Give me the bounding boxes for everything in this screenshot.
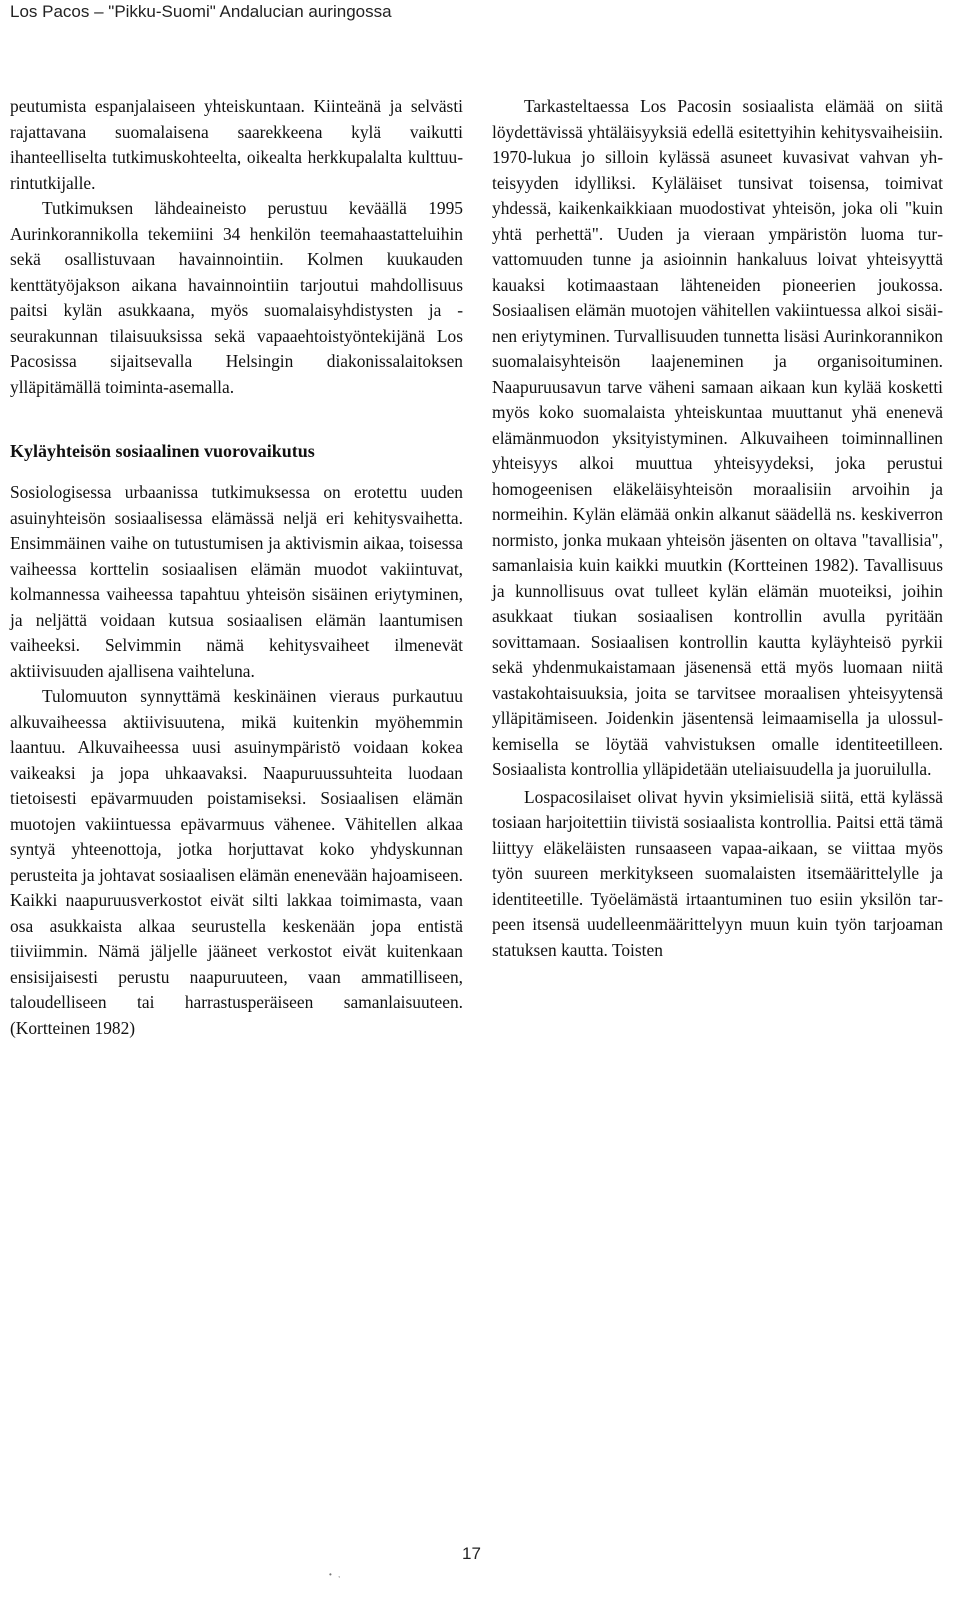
right-paragraph-1: Tarkasteltaessa Los Pacosin sosiaalista elämää on siitä löydettävissä yhtäläisyyksiä edellä esitettyihin kehitysvaiheisiin. 1970-lukua jo silloin kylässä asuneet kuvasivat vahvan yhteisyyden idylliksi. Kyläläiset tunsivat toisensa, toimivat yhdessä, kaikenkaikkiaan muodostivat yhteisön, joka oli "kuin yhtä perhettä". Uuden ja vieraan ympäristön luoma turvattomuuden tunne ja asioinnin hankaluus loivat yhteisyyttä kauaksi kotimaastaan lähteneiden pioneerien joukossa. Sosiaalisen elämän muotojen vähitellen vakiintuessa alkoi sisäinen eriytyminen. Turvallisuuden tunnetta lisäsi Aurinkorannikon suomalaisyhteisön laajeneminen ja organisoituminen. Naapuruusavun tarve väheni samaan aikaan kun kylää kosketti myös koko suomalaista yhteiskuntaa muuttanut yhä enenevä elämänmuodon yksityistyminen. Alkuvaiheen toiminnallinen yhteisyys alkoi muuttua yhteisyydeksi, joka perustui homogeenisen eläkeläisyhteisön moraalisiin arvoihin ja normeihin. Kylän elämää onkin alkanut säädellä ns. keskiverron normisto, jonka mukaan yhteisön jäsenten on oltava "tavallisia", samanlaisia kuin kaikki muutkin (Kortteinen 1982). Tavallisuus ja kunnollisuus ovat tulleet kylän elämän muoteiksi, joihin asukkaat tiukan sosiaalisen kontrollin avulla pyritään sovittamaan. Sosiaalisen kontrollin kautta kyläyhteisö pyrkii sekä yhdenmukaistamaan jäsenensä että myös luomaan niitä vastakohtaisuuksia, joita se tarvitsee moraalisen yhteisyytensä ylläpitämiseen. Joidenkin jäsentensä leimaamisella ja ulossulkemisella se löytää vahvistuksen omalle identiteetilleen. Sosiaalista kontrollia ylläpidetään uteliaisuudella ja juoruilulla. bbox=[492, 96, 943, 779]
page-number: 17 bbox=[462, 1544, 481, 1563]
left-paragraph-2: Tutkimuksen lähdeaineisto perustuu keväällä 1995 Aurinkorannikolla tekemiini 34 henkilön teemahaastatteluihin sekä osallistuvaan havainnointiin. Kolmen kuukauden kenttätyöjakson aikana havainnointiin tarjoutui mahdollisuus paitsi kylän asukkaana, myös suomalaisyhdistysten ja -seurakunnan tilaisuuksissa sekä vapaaehtoistyöntekijänä Los Pacosissa sijaitsevalla Helsingin diakonissalaitoksen ylläpitämällä toiminta-asemalla. bbox=[10, 198, 463, 397]
scan-mark: • , bbox=[329, 1570, 343, 1579]
right-paragraph-2: Lospacosilaiset olivat hyvin yksimielisiä siitä, että kylässä tosiaan harjoitettiin tiivistä sosiaalista kontrollia. Paitsi että tämä liittyy eläkeläisten runsaaseen vapaa-aikaan, se viittaa myös työn suureen merkitykseen suomalaisten itsemäärittelylle ja identiteetille. Työelämästä irtaantuminen tuo esiin yksilön tarpeen itsensä uudelleenmäärittelyyn muun kuin työn tarjoaman statuksen kautta. Toisten bbox=[492, 786, 943, 960]
running-header: Los Pacos – "Pikku-Suomi" Andalucian auringossa bbox=[10, 2, 392, 21]
left-paragraph-4: Tulomuuton synnyttämä keskinäinen vieraus purkautuu alkuvaiheessa aktiivisuutena, mikä kuitenkin myöhemmin laantuu. Alkuvaiheessa uusi asuinympäristö voidaan kokea vaikeaksi ja jopa uhkaavaksi. Naapuruussuhteita luodaan tietoisesti epävarmuuden poistamiseksi. Sosiaalisen elämän muotojen vakiintuessa epävarmuus vähenee. Vähitellen alkaa syntyä yhteenottoja, jotka horjuttavat koko yhdyskunnan perusteita ja johtavat sosiaalisen elämän enenevään hajoamiseen. Kaikki naapuruusverkostot eivät silti lakkaa toimimasta, vaan osa asukkaista alkaa seurustella keskenään jopa entistä tiiviimmin. Nämä jäljelle jääneet verkostot eivät kuitenkaan ensisijaisesti perustu naapuruuteen, vaan ammatilliseen, taloudelliseen tai harrastusperäiseen samanlaisuuteen. (Kortteinen 1982) bbox=[10, 686, 463, 1038]
left-paragraph-1: peutumista espanjalaiseen yhteiskuntaan. Kiinteänä ja selvästi rajattavana suomalaisena saarekkeena kylä vaikutti ihanteelliselta tutkimuskohteelta, oikealta herkkupalalta kulttuurintutkijalle. bbox=[10, 96, 463, 193]
left-column bbox=[10, 94, 463, 1041]
right-column bbox=[492, 94, 943, 963]
left-paragraph-3: Sosiologisessa urbaanissa tutkimuksessa on erotettu uuden asuinyhteisön sosiaalisessa elämässä neljä eri kehitysvaihetta. Ensimmäinen vaihe on tutustumisen ja aktivismin aikaa, toisessa vaiheessa korttelin sosiaalisen elämän muodot vakiintuvat, kolmannessa vaiheessa tapahtuu yhteisön sisäinen eriytyminen, ja neljättä voidaan kutsua sosiaalisen elämän laantumisen vaiheeksi. Selvimmin nämä kehitysvaiheet ilmenevät aktiivisuuden ajallisena vaihteluna. bbox=[10, 482, 463, 681]
section-heading: Kyläyhteisön sosiaalinen vuorovaikutus bbox=[10, 441, 315, 461]
